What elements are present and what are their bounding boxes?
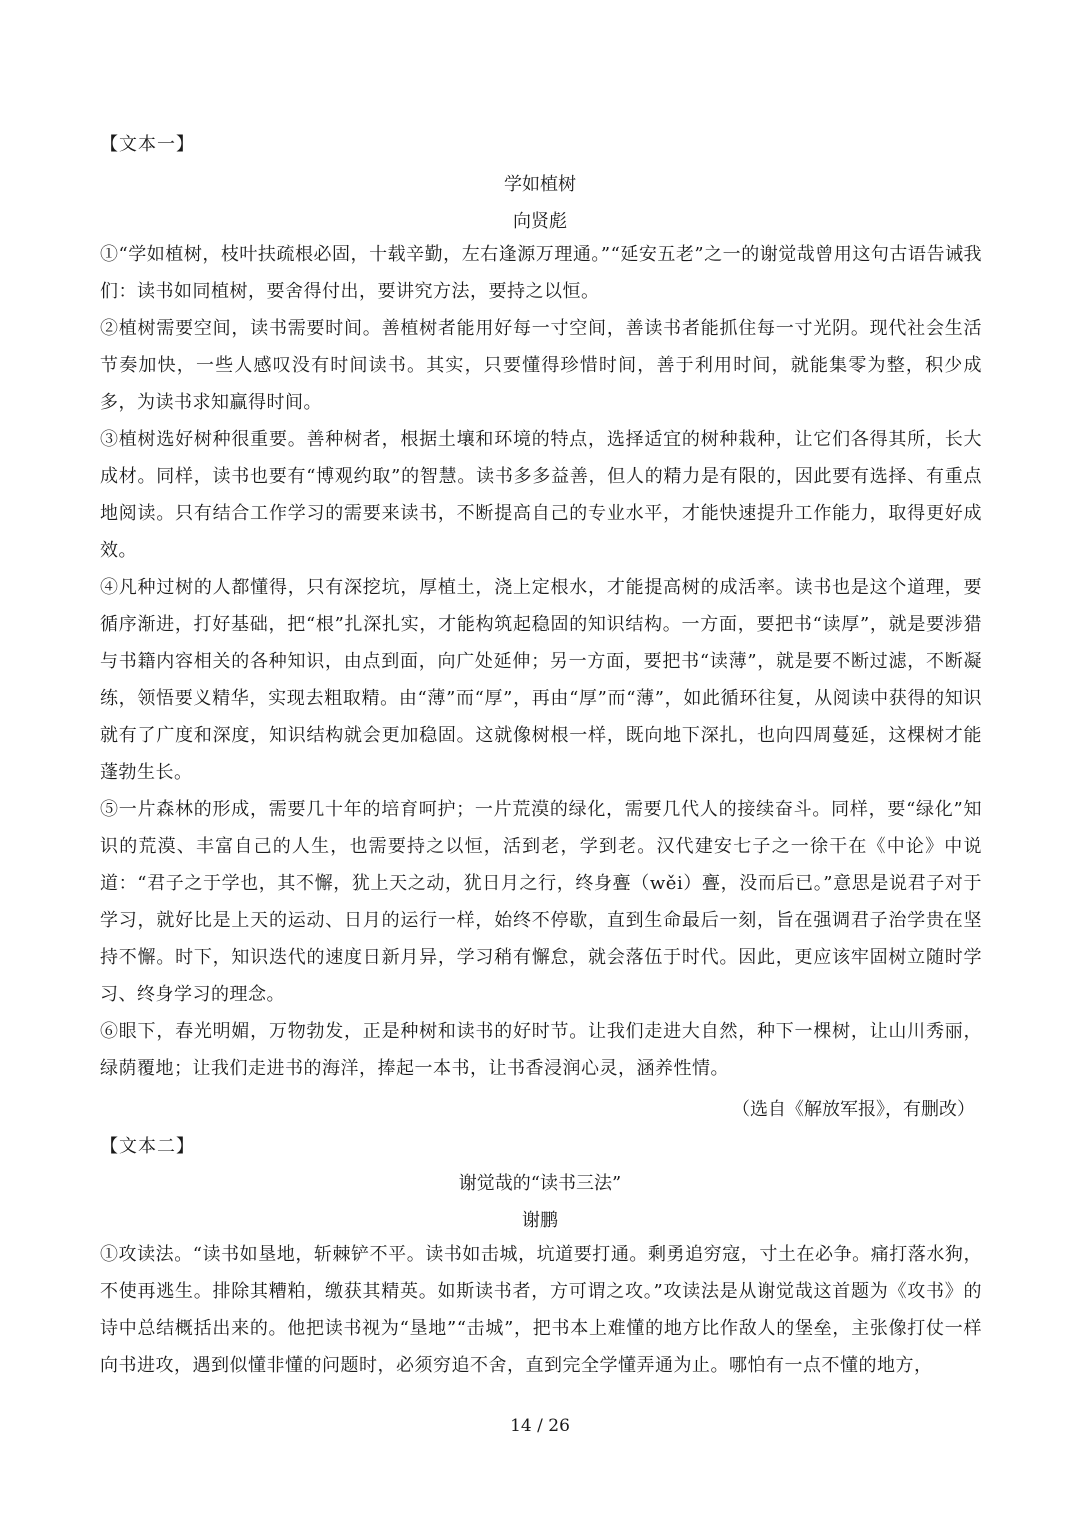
text2-title: 谢觉哉的“读书三法”	[458, 1173, 622, 1194]
text2-label: 【文本二】	[100, 1136, 195, 1157]
text2-paragraph-1: ①攻读法。“读书如垦地，斩棘铲不平。读书如击城，坑道要打通。剩勇追穷寇，寸土在必争。痛打落水狗，不使再逃生。排除其糟粕，缴获其精英。如斯读书者，方可谓之攻。”攻读法是从谢觉哉这首题为《攻书》的诗中总结概括出来的。他把读书视为“垦地”“击城”，把书本上难懂的地方比作敌人的堡垒，主张像打仗一样向书进攻，遇到似懂非懂的问题时，必须穷追不舍，直到完全学懂弄通为止。哪怕有一点不懂的地方，	[100, 1244, 982, 1376]
text1-source: （选自《解放军报》，有删改）	[732, 1099, 975, 1120]
text1-paragraph-3: ③植树选好树种很重要。善种树者，根据土壤和环境的特点，选择适宜的树种栽种，让它们各得其所，长大成材。同样，读书也要有“博观约取”的智慧。读书多多益善，但人的精力是有限的，因此要有选择、有重点地阅读。只有结合工作学习的需要来读书，不断提高自己的专业水平，才能快速提升工作能力，取得更好成效。	[100, 429, 982, 561]
text1-author: 向贤彪	[513, 211, 567, 232]
text1-paragraph-5: ⑤一片森林的形成，需要几十年的培育呵护；一片荒漠的绿化，需要几代人的接续奋斗。同样，要“绿化”知识的荒漠、丰富自己的人生，也需要持之以恒，活到老，学到老。汉代建安七子之一徐干在《中论》中说道：“君子之于学也，其不懈，犹上天之动，犹日月之行，终身亹（wěi）亹，没而后已。”意思是说君子对于学习，就好比是上天的运动、日月的运行一样，始终不停歇，直到生命最后一刻，旨在强调君子治学贵在坚持不懈。时下，知识迭代的速度日新月异，学习稍有懈怠，就会落伍于时代。因此，更应该牢固树立随时学习、终身学习的理念。	[100, 799, 982, 1005]
text1-paragraph-4: ④凡种过树的人都懂得，只有深挖坑，厚植土，浇上定根水，才能提高树的成活率。读书也是这个道理，要循序渐进，打好基础，把“根”扎深扎实，才能构筑起稳固的知识结构。一方面，要把书“读厚”，就是要涉猎与书籍内容相关的各种知识，由点到面，向广处延伸；另一方面，要把书“读薄”，就是要不断过滤，不断凝练，领悟要义精华，实现去粗取精。由“薄”而“厚”，再由“厚”而“薄”，如此循环往复，从阅读中获得的知识就有了广度和深度，知识结构就会更加稳固。这就像树根一样，既向地下深扎，也向四周蔓延，这棵树才能蓬勃生长。	[100, 577, 982, 783]
text2-author: 谢鹏	[522, 1210, 558, 1231]
text1-paragraph-2: ②植树需要空间，读书需要时间。善植树者能用好每一寸空间，善读书者能抓住每一寸光阴。现代社会生活节奏加快，一些人感叹没有时间读书。其实，只要懂得珍惜时间，善于利用时间，就能集零为整，积少成多，为读书求知赢得时间。	[100, 318, 982, 413]
text1-title: 学如植树	[504, 174, 576, 195]
text1-paragraph-6: ⑥眼下，春光明媚，万物勃发，正是种树和读书的好时节。让我们走进大自然，种下一棵树，让山川秀丽，绿荫覆地；让我们走进书的海洋，捧起一本书，让书香浸润心灵，涵养性情。	[100, 1021, 982, 1079]
page-number: 14 / 26	[510, 1416, 570, 1436]
text1-paragraph-1: ①“学如植树，枝叶扶疏根必固，十载辛勤，左右逢源万理通。”“延安五老”之一的谢觉哉曾用这句古语告诫我们：读书如同植树，要舍得付出，要讲究方法，要持之以恒。	[100, 244, 982, 302]
text1-body	[100, 236, 982, 1087]
text2-body	[100, 1236, 982, 1384]
text1-label: 【文本一】	[100, 134, 195, 155]
